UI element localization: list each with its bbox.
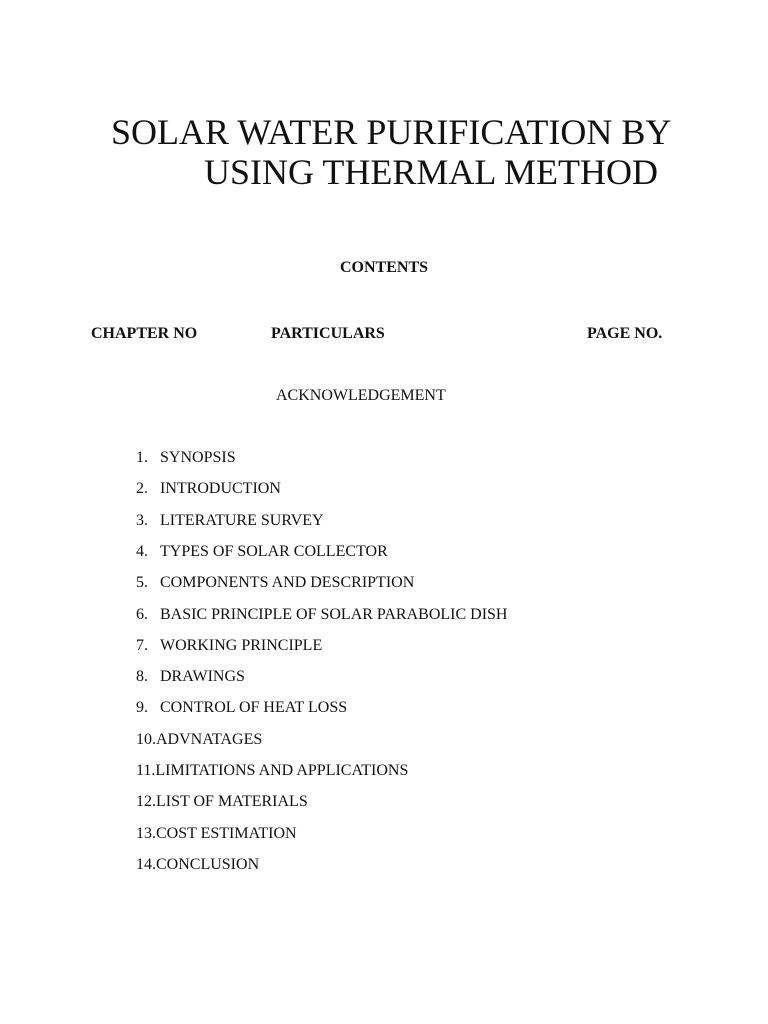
toc-item-label: DRAWINGS xyxy=(160,668,245,685)
toc-item xyxy=(0,573,768,593)
toc-item-label: LIMITATIONS AND APPLICATIONS xyxy=(155,762,409,779)
toc-item-label: CONTROL OF HEAT LOSS xyxy=(160,699,348,716)
column-header-page-no: PAGE NO. xyxy=(587,325,663,342)
toc-item-label: SYNOPSIS xyxy=(160,449,236,466)
toc-item-number: 14. xyxy=(136,856,156,873)
toc-item xyxy=(0,605,768,625)
toc-item xyxy=(0,855,768,875)
toc-item-label: ADVNATAGES xyxy=(156,731,263,748)
toc-item xyxy=(0,479,768,499)
toc-item-number: 3. xyxy=(136,512,148,529)
toc-item-label: COST ESTIMATION xyxy=(156,825,297,842)
document-title-line-1: SOLAR WATER PURIFICATION BY xyxy=(111,112,672,152)
toc-item-number: 12. xyxy=(136,793,156,810)
toc-item-number: 9. xyxy=(136,699,148,716)
toc-item-label: WORKING PRINCIPLE xyxy=(160,637,323,654)
toc-item xyxy=(0,698,768,718)
toc-item xyxy=(0,730,768,750)
toc-item-number: 11. xyxy=(136,762,156,779)
toc-item-label: INTRODUCTION xyxy=(160,480,281,497)
toc-item-label: COMPONENTS AND DESCRIPTION xyxy=(160,574,415,591)
contents-heading: CONTENTS xyxy=(339,259,429,276)
toc-item-number: 8. xyxy=(136,668,148,685)
toc-item-number: 1. xyxy=(136,449,148,466)
toc-item-number: 5. xyxy=(136,574,148,591)
toc-item xyxy=(0,511,768,531)
acknowledgement-entry: ACKNOWLEDGEMENT xyxy=(276,387,446,404)
toc-item xyxy=(0,636,768,656)
document-title-line-2: USING THERMAL METHOD xyxy=(204,152,658,192)
toc-item xyxy=(0,542,768,562)
toc-item xyxy=(0,761,768,781)
toc-item-label: BASIC PRINCIPLE OF SOLAR PARABOLIC DISH xyxy=(160,606,508,623)
toc-item-label: TYPES OF SOLAR COLLECTOR xyxy=(160,543,388,560)
toc-item xyxy=(0,448,768,468)
toc-item-number: 7. xyxy=(136,637,148,654)
column-header-chapter-no: CHAPTER NO xyxy=(91,325,198,342)
toc-item-label: LIST OF MATERIALS xyxy=(156,793,308,810)
toc-item xyxy=(0,824,768,844)
toc-item-label: CONCLUSION xyxy=(156,856,260,873)
toc-item xyxy=(0,667,768,687)
toc-item-number: 6. xyxy=(136,606,148,623)
toc-item-number: 4. xyxy=(136,543,148,560)
toc-item xyxy=(0,792,768,812)
toc-item-label: LITERATURE SURVEY xyxy=(160,512,324,529)
toc-item-number: 2. xyxy=(136,480,148,497)
column-header-particulars: PARTICULARS xyxy=(271,325,385,342)
toc-item-number: 10. xyxy=(136,731,156,748)
toc-item-number: 13. xyxy=(136,825,156,842)
